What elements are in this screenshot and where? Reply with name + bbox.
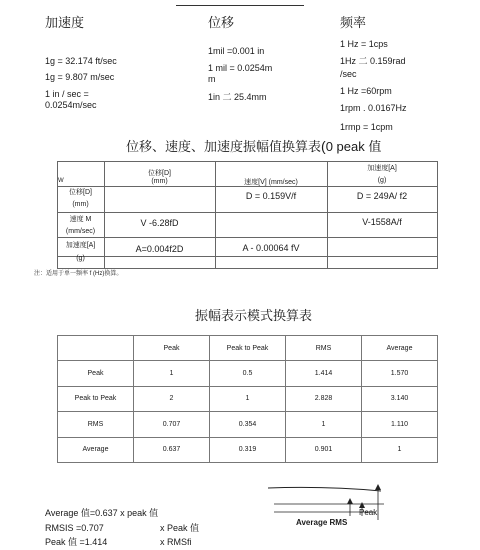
table-row	[58, 437, 438, 462]
conv-col-disp: 位移[D]	[148, 170, 171, 177]
disp-line-1: 1mil =0.001 in	[208, 46, 265, 56]
amp-cell: 0.901	[286, 437, 362, 462]
amp-cell: 1	[362, 437, 438, 462]
conv-title-tail: 0 peak 值	[325, 139, 382, 154]
formula-d-from-v: D = 0.159V/f	[245, 191, 297, 201]
amp-header-cell: Average	[362, 336, 438, 361]
amp-header-cell	[58, 336, 134, 361]
conv-row-acc: 加速度[A]	[65, 242, 96, 249]
amp-table-title: 振幅表示模式换算表	[195, 308, 313, 323]
amp-cell: 0.5	[210, 361, 286, 386]
amp-row-label: RMS	[58, 412, 134, 437]
freq-line-3: /sec	[340, 69, 357, 79]
amp-cell: 1	[134, 361, 210, 386]
formula-a-from-v: A - 0.00064 fV	[242, 243, 300, 253]
freq-line-5: 1rpm . 0.0167Hz	[340, 103, 407, 113]
amp-cell: 1.570	[362, 361, 438, 386]
amp-cell: 2	[134, 386, 210, 411]
amp-cell: 1	[210, 386, 286, 411]
conv-title-text: 位移、速度、加速度振幅值换算表	[126, 139, 322, 154]
amp-cell: 1.110	[362, 412, 438, 437]
freq-line-2: 1Hz 二 0.159rad	[340, 56, 406, 66]
freq-header: 频率	[340, 15, 367, 30]
table-row	[58, 412, 438, 437]
conv-col-w: W	[58, 178, 64, 184]
accel-line-3: 1 in / sec =	[45, 89, 89, 99]
amp-cell: 3.140	[362, 386, 438, 411]
conv-row-disp-unit: (mm)	[72, 201, 89, 208]
conv-row-disp: 位移[D]	[69, 189, 92, 196]
avg-rms-label: Average RMS	[296, 518, 348, 527]
table-row	[58, 336, 438, 361]
formula-a-from-d: A=0.004f2D	[135, 244, 184, 254]
table-row	[58, 361, 438, 386]
freq-line-4: 1 Hz =60rpm	[340, 86, 392, 96]
amp-table	[57, 335, 438, 463]
amp-row-label: Average	[58, 437, 134, 462]
amp-cell: 0.707	[134, 412, 210, 437]
amp-row-label: Peak to Peak	[58, 386, 134, 411]
conv-col-acc: 加速度[A]	[367, 165, 397, 172]
bottom-line-5: x RMSfi	[160, 537, 192, 547]
freq-line-1: 1 Hz = 1cps	[340, 39, 388, 49]
amp-header-cell: RMS	[286, 336, 362, 361]
conv-row-vel: 速度 M	[69, 216, 92, 223]
amp-cell: 0.637	[134, 437, 210, 462]
accel-line-2: 1g = 9.807 m/sec	[45, 72, 115, 82]
formula-d-from-a: D = 249A/ f2	[356, 191, 408, 201]
conv-row-vel-unit: (mm/sec)	[65, 228, 96, 235]
amp-cell: 1.414	[286, 361, 362, 386]
formula-v-from-a: V-1558A/f	[362, 217, 402, 227]
conv-row-acc-unit: (g)	[76, 255, 85, 262]
bottom-line-1: Average 值=0.637 x peak 值	[45, 508, 159, 518]
freq-line-6: 1rmp = 1cpm	[340, 122, 393, 132]
bottom-line-2: RMSIS =0.707	[45, 523, 104, 533]
disp-line-2: 1 mil = 0.0254m	[208, 63, 273, 73]
accel-line-4: 0.0254m/sec	[45, 100, 97, 110]
conv-title-paren: (	[321, 138, 326, 154]
accel-line-1: 1g = 32.174 ft/sec	[45, 56, 117, 66]
disp-line-4: 1in 二 25.4mm	[208, 92, 267, 102]
amp-cell: 2.828	[286, 386, 362, 411]
peak-label: Peak	[359, 508, 378, 517]
conv-note: 注：适用于单一频率 f (Hz)换算。	[34, 271, 123, 277]
amp-row-label: Peak	[58, 361, 134, 386]
accel-header: 加速度	[45, 15, 85, 30]
table-row	[58, 386, 438, 411]
amp-cell: 1	[286, 412, 362, 437]
disp-header: 位移	[208, 15, 235, 30]
conv-col-vel: 速度[V] (mm/sec)	[244, 179, 298, 186]
amp-cell: 0.319	[210, 437, 286, 462]
bottom-line-4: Peak 值 =1.414	[45, 537, 108, 547]
conv-col-acc-unit: (g)	[377, 177, 387, 184]
conv-col-disp-unit: (mm)	[151, 178, 168, 185]
bottom-line-3: x Peak 值	[160, 523, 200, 533]
top-rule	[176, 5, 304, 6]
disp-line-3: m	[208, 74, 216, 84]
amp-header-cell: Peak	[134, 336, 210, 361]
amp-header-cell: Peak to Peak	[210, 336, 286, 361]
conv-table-title	[126, 136, 381, 155]
amp-cell: 0.354	[210, 412, 286, 437]
formula-v-from-d: V -6.28fD	[140, 218, 179, 228]
